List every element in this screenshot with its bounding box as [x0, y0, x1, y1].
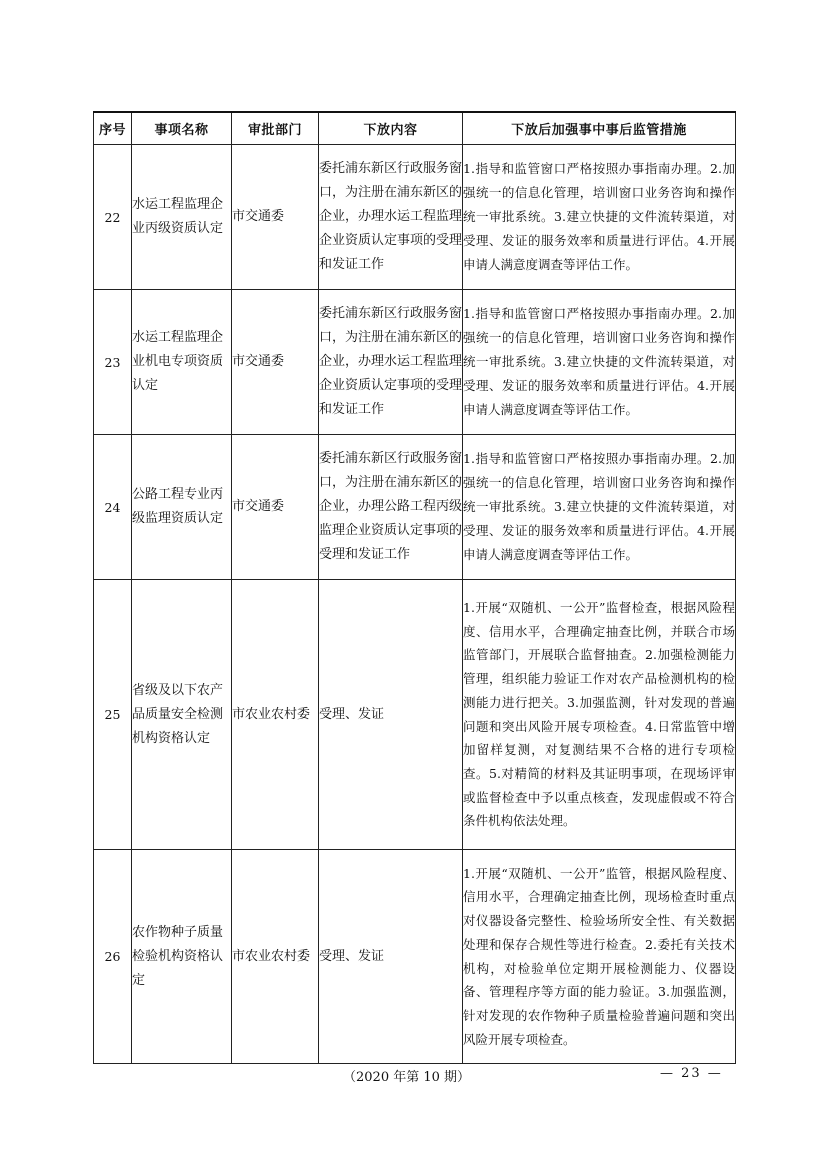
row-approval-dept: 市农业农村委 — [232, 580, 319, 850]
row-item-name: 农作物种子质量检验机构资格认定 — [132, 850, 232, 1064]
row-approval-dept: 市交通委 — [232, 435, 319, 580]
row-delegated-content: 委托浦东新区行政服务窗口，为注册在浦东新区的企业，办理水运工程监理企业资质认定事项的受理和发证工作 — [319, 290, 463, 435]
issue-label: （2020 年第 10 期） — [343, 1070, 471, 1085]
row-item-name: 公路工程专业丙级监理资质认定 — [132, 435, 232, 580]
table-row — [94, 580, 736, 850]
row-delegated-content: 委托浦东新区行政服务窗口，为注册在浦东新区的企业，办理公路工程丙级监理企业资质认定事项的受理和发证工作 — [319, 435, 463, 580]
header-seq: 序号 — [94, 112, 132, 145]
approval-items-table — [93, 111, 736, 1064]
row-seq: 24 — [94, 435, 132, 580]
row-supervision-measures: 1.指导和监管窗口严格按照办事指南办理。2.加强统一的信息化管理，培训窗口业务咨询和操作统一审批系统。3.建立快捷的文件流转渠道，对受理、发证的服务效率和质量进行评估。4.开展申请人满意度调查等评估工作。 — [463, 290, 736, 435]
row-seq: 26 — [94, 850, 132, 1064]
row-delegated-content: 受理、发证 — [319, 580, 463, 850]
row-seq: 22 — [94, 145, 132, 290]
row-item-name: 水运工程监理企业丙级资质认定 — [132, 145, 232, 290]
header-supervision-measures: 下放后加强事中事后监管措施 — [463, 112, 736, 145]
row-supervision-measures: 1.开展“双随机、一公开”监督检查，根据风险程度、信用水平，合理确定抽查比例，并联合市场监管部门，开展联合监督抽查。2.加强检测能力管理，组织能力验证工作对农产品检测机构的检测能力进行把关。3.加强监测，针对发现的普遍问题和突出风险开展专项检查。4.日常监管中增加留样复测，对复测结果不合格的进行专项检查。5.对精简的材料及其证明事项，在现场评审或监督检查中予以重点核查，发现虚假或不符合条件机构依法处理。 — [463, 580, 736, 850]
row-supervision-measures: 1.指导和监管窗口严格按照办事指南办理。2.加强统一的信息化管理，培训窗口业务咨询和操作统一审批系统。3.建立快捷的文件流转渠道，对受理、发证的服务效率和质量进行评估。4.开展申请人满意度调查等评估工作。 — [463, 145, 736, 290]
table-header-row — [94, 112, 736, 145]
table-row — [94, 850, 736, 1064]
row-approval-dept: 市农业农村委 — [232, 850, 319, 1064]
row-item-name: 省级及以下农产品质量安全检测机构资格认定 — [132, 580, 232, 850]
row-approval-dept: 市交通委 — [232, 145, 319, 290]
row-item-name: 水运工程监理企业机电专项资质认定 — [132, 290, 232, 435]
header-delegated-content: 下放内容 — [319, 112, 463, 145]
header-item-name: 事项名称 — [132, 112, 232, 145]
row-seq: 25 — [94, 580, 132, 850]
header-approval-dept: 审批部门 — [232, 112, 319, 145]
row-delegated-content: 受理、发证 — [319, 850, 463, 1064]
row-supervision-measures: 1.开展“双随机、一公开”监管，根据风险程度、信用水平，合理确定抽查比例，现场检查时重点对仪器设备完整性、检验场所安全性、有关数据处理和保存合规性等进行检查。2.委托有关技术机构，对检验单位定期开展检测能力、仪器设备、管理程序等方面的能力验证。3.加强监测，针对发现的农作物种子质量检验普遍问题和突出风险开展专项检查。 — [463, 850, 736, 1064]
row-supervision-measures: 1.指导和监管窗口严格按照办事指南办理。2.加强统一的信息化管理，培训窗口业务咨询和操作统一审批系统。3.建立快捷的文件流转渠道，对受理、发证的服务效率和质量进行评估。4.开展申请人满意度调查等评估工作。 — [463, 435, 736, 580]
table-row — [94, 145, 736, 290]
table-row — [94, 435, 736, 580]
row-seq: 23 — [94, 290, 132, 435]
page-number: — 23 — — [660, 1066, 723, 1081]
table-row — [94, 290, 736, 435]
row-approval-dept: 市交通委 — [232, 290, 319, 435]
row-delegated-content: 委托浦东新区行政服务窗口，为注册在浦东新区的企业，办理水运工程监理企业资质认定事项的受理和发证工作 — [319, 145, 463, 290]
